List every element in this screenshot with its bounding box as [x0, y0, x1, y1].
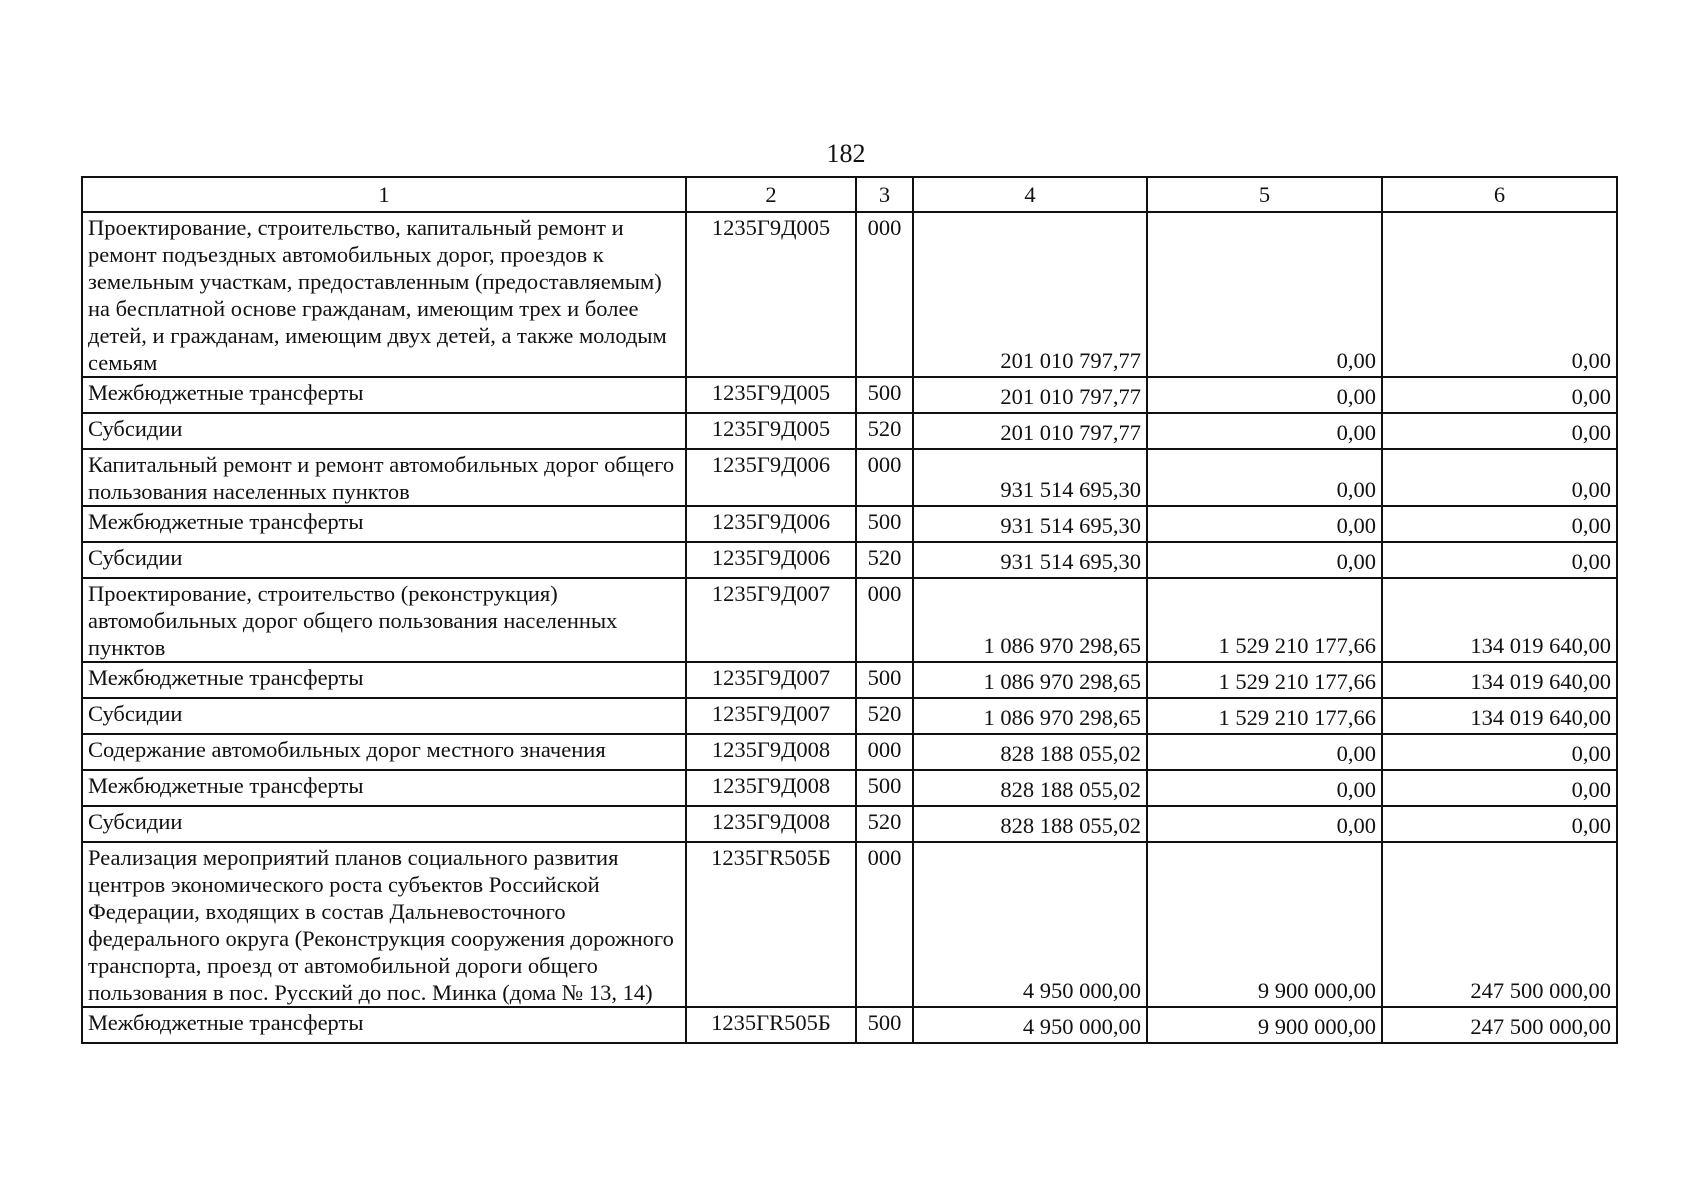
- table-row: [82, 698, 1617, 734]
- amount-col4-cell: 828 188 055,02: [913, 806, 1147, 842]
- table-row: [82, 377, 1617, 413]
- amount-col4-cell: 828 188 055,02: [913, 734, 1147, 770]
- table-row: [82, 413, 1617, 449]
- table-row: [82, 1007, 1617, 1043]
- budget-table: [81, 176, 1618, 1044]
- name-cell: Капитальный ремонт и ремонт автомобильных дорог общего пользования населенных пунктов: [82, 449, 686, 506]
- table-row: [82, 542, 1617, 578]
- amount-col5-cell: 1 529 210 177,66: [1147, 698, 1382, 734]
- expense-type-cell: 500: [856, 506, 913, 542]
- amount-col5-cell: 0,00: [1147, 542, 1382, 578]
- amount-col6-cell: 134 019 640,00: [1382, 578, 1617, 662]
- amount-col5-cell: 0,00: [1147, 806, 1382, 842]
- amount-col5-cell: 0,00: [1147, 449, 1382, 506]
- name-cell: Субсидии: [82, 806, 686, 842]
- name-cell: Межбюджетные трансферты: [82, 1007, 686, 1043]
- amount-col5-cell: 0,00: [1147, 770, 1382, 806]
- code-cell: 1235Г9Д007: [686, 698, 856, 734]
- column-header: 4: [913, 177, 1147, 212]
- table-row: [82, 662, 1617, 698]
- column-header: 2: [686, 177, 856, 212]
- expense-type-cell: 520: [856, 542, 913, 578]
- amount-col4-cell: 4 950 000,00: [913, 842, 1147, 1007]
- amount-col5-cell: 0,00: [1147, 413, 1382, 449]
- table-row: [82, 806, 1617, 842]
- code-cell: 1235Г9Д005: [686, 377, 856, 413]
- amount-col4-cell: 201 010 797,77: [913, 377, 1147, 413]
- amount-col6-cell: 247 500 000,00: [1382, 1007, 1617, 1043]
- amount-col5-cell: 1 529 210 177,66: [1147, 578, 1382, 662]
- amount-col6-cell: 0,00: [1382, 506, 1617, 542]
- name-cell: Межбюджетные трансферты: [82, 506, 686, 542]
- amount-col6-cell: 247 500 000,00: [1382, 842, 1617, 1007]
- table-row: [82, 578, 1617, 662]
- expense-type-cell: 500: [856, 377, 913, 413]
- expense-type-cell: 520: [856, 806, 913, 842]
- column-header: 5: [1147, 177, 1382, 212]
- amount-col4-cell: 4 950 000,00: [913, 1007, 1147, 1043]
- amount-col4-cell: 1 086 970 298,65: [913, 578, 1147, 662]
- name-cell: Субсидии: [82, 413, 686, 449]
- amount-col6-cell: 0,00: [1382, 770, 1617, 806]
- amount-col6-cell: 0,00: [1382, 377, 1617, 413]
- amount-col5-cell: 1 529 210 177,66: [1147, 662, 1382, 698]
- code-cell: 1235Г9Д007: [686, 662, 856, 698]
- table-row: [82, 770, 1617, 806]
- name-cell: Реализация мероприятий планов социального развития центров экономического роста субъектов Российской Федерации, входящих в состав Дальневосточного федерального округа (Реконструкция сооружения дорожного транспорта, проезд от автомобильной дороги общего пользования в пос. Русский до пос. Минка (дома № 13, 14): [82, 842, 686, 1007]
- expense-type-cell: 000: [856, 734, 913, 770]
- name-cell: Проектирование, строительство, капитальный ремонт и ремонт подъездных автомобильных дорог, проездов к земельным участкам, предоставленным (предоставляемым) на бесплатной основе гражданам, имеющим трех и более детей, и гражданам, имеющим двух детей, а также молодым семьям: [82, 212, 686, 377]
- name-cell: Межбюджетные трансферты: [82, 377, 686, 413]
- expense-type-cell: 520: [856, 698, 913, 734]
- amount-col4-cell: 201 010 797,77: [913, 413, 1147, 449]
- code-cell: 1235Г9Д007: [686, 578, 856, 662]
- amount-col6-cell: 0,00: [1382, 734, 1617, 770]
- name-cell: Межбюджетные трансферты: [82, 770, 686, 806]
- amount-col6-cell: 0,00: [1382, 449, 1617, 506]
- amount-col4-cell: 931 514 695,30: [913, 506, 1147, 542]
- table-row: [82, 506, 1617, 542]
- column-header: 6: [1382, 177, 1617, 212]
- page-number: 182: [826, 139, 866, 168]
- expense-type-cell: 000: [856, 449, 913, 506]
- table-row: [82, 212, 1617, 377]
- amount-col4-cell: 931 514 695,30: [913, 542, 1147, 578]
- name-cell: Субсидии: [82, 542, 686, 578]
- table-header: [82, 177, 1617, 212]
- table-row: [82, 734, 1617, 770]
- name-cell: Субсидии: [82, 698, 686, 734]
- code-cell: 1235ГR505Б: [686, 842, 856, 1007]
- name-cell: Проектирование, строительство (реконструкция) автомобильных дорог общего пользования населенных пунктов: [82, 578, 686, 662]
- name-cell: Межбюджетные трансферты: [82, 662, 686, 698]
- code-cell: 1235Г9Д005: [686, 212, 856, 377]
- expense-type-cell: 500: [856, 662, 913, 698]
- expense-type-cell: 520: [856, 413, 913, 449]
- code-cell: 1235Г9Д006: [686, 506, 856, 542]
- code-cell: 1235Г9Д008: [686, 734, 856, 770]
- table-row: [82, 842, 1617, 1007]
- code-cell: 1235Г9Д006: [686, 449, 856, 506]
- amount-col6-cell: 0,00: [1382, 413, 1617, 449]
- column-header: 1: [82, 177, 686, 212]
- amount-col5-cell: 0,00: [1147, 734, 1382, 770]
- amount-col5-cell: 0,00: [1147, 212, 1382, 377]
- code-cell: 1235Г9Д008: [686, 806, 856, 842]
- code-cell: 1235ГR505Б: [686, 1007, 856, 1043]
- amount-col4-cell: 931 514 695,30: [913, 449, 1147, 506]
- code-cell: 1235Г9Д006: [686, 542, 856, 578]
- table-row: [82, 449, 1617, 506]
- amount-col6-cell: 0,00: [1382, 806, 1617, 842]
- amount-col4-cell: 1 086 970 298,65: [913, 662, 1147, 698]
- header-row: [82, 177, 1617, 212]
- amount-col4-cell: 201 010 797,77: [913, 212, 1147, 377]
- amount-col6-cell: 134 019 640,00: [1382, 698, 1617, 734]
- amount-col5-cell: 9 900 000,00: [1147, 842, 1382, 1007]
- expense-type-cell: 000: [856, 212, 913, 377]
- name-cell: Содержание автомобильных дорог местного значения: [82, 734, 686, 770]
- amount-col6-cell: 0,00: [1382, 542, 1617, 578]
- amount-col5-cell: 9 900 000,00: [1147, 1007, 1382, 1043]
- amount-col6-cell: 0,00: [1382, 212, 1617, 377]
- expense-type-cell: 500: [856, 1007, 913, 1043]
- amount-col5-cell: 0,00: [1147, 377, 1382, 413]
- expense-type-cell: 000: [856, 578, 913, 662]
- amount-col5-cell: 0,00: [1147, 506, 1382, 542]
- expense-type-cell: 000: [856, 842, 913, 1007]
- amount-col4-cell: 1 086 970 298,65: [913, 698, 1147, 734]
- amount-col4-cell: 828 188 055,02: [913, 770, 1147, 806]
- expense-type-cell: 500: [856, 770, 913, 806]
- amount-col6-cell: 134 019 640,00: [1382, 662, 1617, 698]
- code-cell: 1235Г9Д005: [686, 413, 856, 449]
- code-cell: 1235Г9Д008: [686, 770, 856, 806]
- column-header: 3: [856, 177, 913, 212]
- table-body: [82, 212, 1617, 1043]
